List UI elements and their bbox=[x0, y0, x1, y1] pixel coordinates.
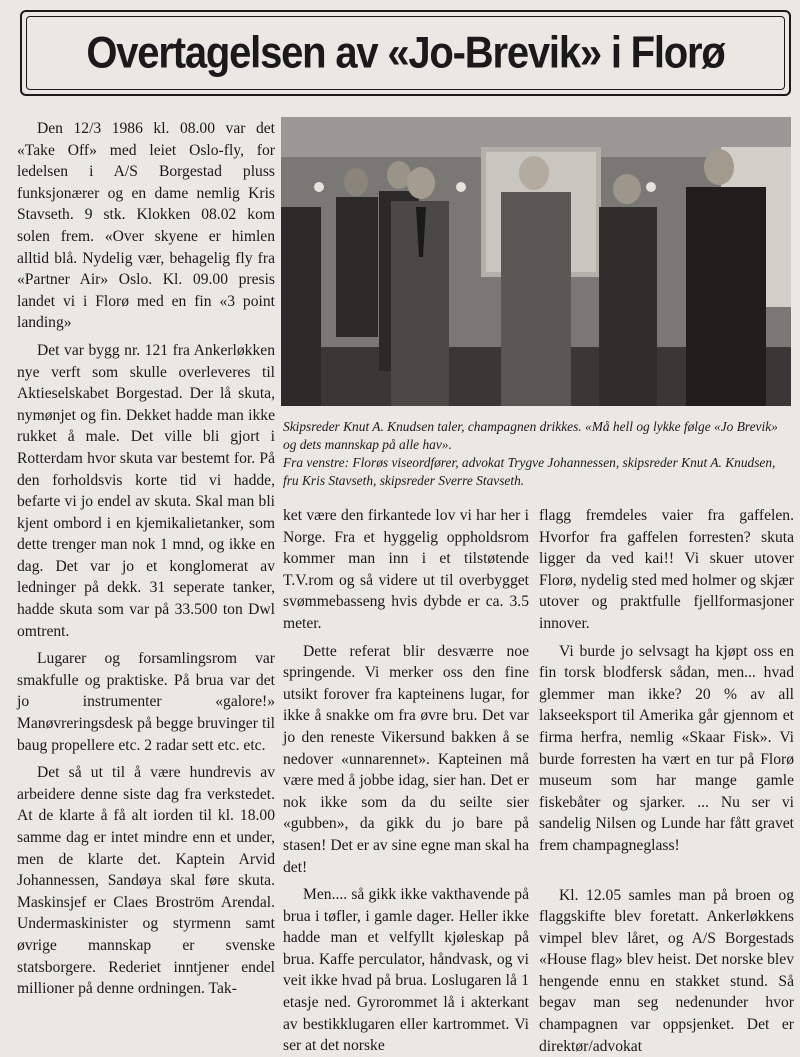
headline-frame bbox=[20, 10, 791, 96]
paragraph: ket være den firkantede lov vi har her i Norge. Fra et hyggelig oppholdsrom kommer man inn i et tilstøtende T.V.rom og så videre ut til overbygget svømmebasseng hvis dybde er ca. 3.5 meter. bbox=[283, 505, 529, 635]
column-3 bbox=[539, 505, 794, 1044]
column-2 bbox=[283, 505, 529, 1044]
photo-caption bbox=[283, 418, 793, 490]
caption-line: Fra venstre: Florøs viseordfører, advokat Trygve Johannessen, skipsreder Knut A. Knudsen, fru Kris Stavseth, skipsreder Sverre Stavseth. bbox=[283, 454, 793, 490]
paragraph: Vi burde jo selvsagt ha kjøpt oss en fin torsk blodfersk sådan, men... hvad glemmer man ikke? 20 % av all lakseeksport til Amerika går gjennom et firma herfra, nemlig «Skaar Fisk». Vi burde forresten ha vært en tur på Florø museum som har mange gamle fiskebåter og sjarker. ... Nu ser vi sandelig Nilsen og Lunde har fått gravet frem champagneglass! bbox=[539, 641, 794, 857]
paragraph: flagg fremdeles vaier fra gaffelen. Hvorfor fra gaffelen forresten? skuta ligger da ved kai!! Vi skuer utover Florø, nydelig sted med holmer og skjær utover og praktfulle fjellformasjoner innover. bbox=[539, 505, 794, 635]
paragraph: Lugarer og forsamlingsrom var smakfulle og praktiske. På brua var det jo instrumenter «galore!» Manøvreringsdesk på begge bruvinger til baug propellere etc. 2 radar sett etc. etc. bbox=[17, 648, 275, 756]
column-1 bbox=[17, 118, 275, 1044]
paragraph: Kl. 12.05 samles man på broen og flaggskifte blev foretatt. Ankerløkkens vimpel blev låret, og A/S Borgestads «House flag» blev heist. Det norske blev hengende ennu en stakket stund. Så begav man seg nedenunder hvor champagnen var oppsjenket. Det er direktør/advokat bbox=[539, 885, 794, 1057]
paragraph: Men.... så gikk ikke vakthavende på brua i tøfler, i gamle dager. Heller ikke hadde man et velfyllt kjøleskap på brua. Kaffe perculator, håndvask, og vi veit ikke hvad på brua. Loslugaren lå 1 etasje ned. Gyrorommet lå i akterkant av bestikklugaren eller kartrommet. Vi ser at det norske bbox=[283, 884, 529, 1057]
group-photo bbox=[281, 117, 791, 406]
caption-line: Skipsreder Knut A. Knudsen taler, champagnen drikkes. «Må hell og lykke følge «Jo Brevik» og dets mannskap på alle hav». bbox=[283, 418, 793, 454]
headline: Overtagelsen av «Jo-Brevik» i Florø bbox=[86, 28, 724, 78]
paragraph: Det så ut til å være hundrevis av arbeidere denne siste dag fra verkstedet. At de klarte å få alt iorden til kl. 18.00 samme dag er intet mindre enn et under, men de klarte det. Kaptein Arvid Johannessen, Sandøya skal føre skuta. Maskinsjef er Claes Broström Arendal. Undermaskinister og styrmenn samt øvrige mannskap er svenske statsborgere. Rederiet inntjener endel millioner på denne ordningen. Tak- bbox=[17, 762, 275, 1000]
group-photo-illustration bbox=[281, 117, 791, 406]
paragraph-gap bbox=[539, 863, 794, 885]
headline-inner-frame bbox=[26, 16, 785, 90]
paragraph: Dette referat blir desværre noe springende. Vi merker oss den fine utsikt forover fra kapteinens lugar, for ikke å snakke om fra øvre bru. Det var jo den reneste Vikersund bakken å se nedover «unnarennet». Kapteinen må være med å jobbe idag, sier han. Det er nok ikke som da du seilte sier «gubben», da gikk du jo bare på stasen! Det er av sine egne man skal ha det! bbox=[283, 641, 529, 879]
paragraph: Den 12/3 1986 kl. 08.00 var det «Take Off» med leiet Oslo-fly, for ledelsen i A/S Borgestad pluss funksjonærer og en dame nemlig Kris Stavseth. 9 stk. Klokken 08.02 kom solen frem. «Over skyene er himlen alltid blå. Nydelig vær, behagelig fly fra «Partner Air» Oslo. Kl. 09.00 presis landet vi i Florø med en fin «3 point landing» bbox=[17, 118, 275, 334]
paragraph: Det var bygg nr. 121 fra Ankerløkken nye verft som skulle overleveres til Aktieselskabet Borgestad. Der lå skuta, nymønjet og fin. Dekket hadde man ikke rukket å male. Det ville bli gjort i Rotterdam hvor skuta var bestemt for. På den forholdsvis korte tid vi hadde, befarte vi jo endel av skuta. Skal man bli kjent ombord i en kjemikalietanker, som dette trenger man nok 1 mnd, og ikke en dag. Det var jo et konglomerat av ledninger på dekk. 31 seperate tanker, hadde skuta som var på 33.500 ton Dwl omtrent. bbox=[17, 340, 275, 642]
